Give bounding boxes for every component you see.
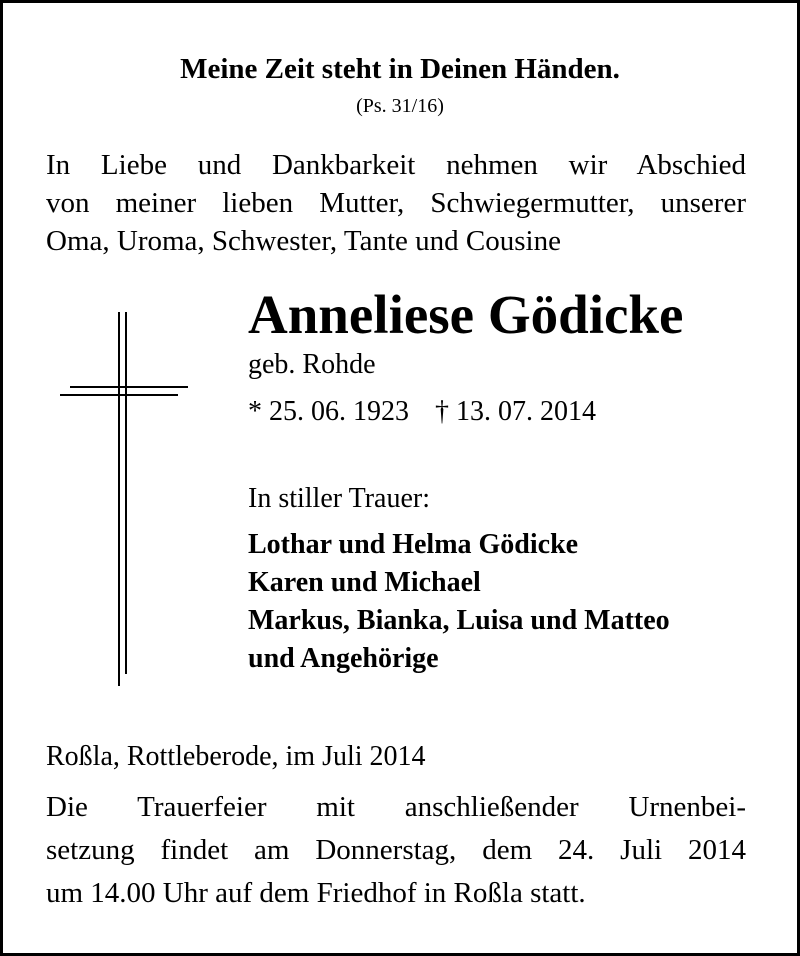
motto-heading: Meine Zeit steht in Deinen Händen. <box>180 53 620 85</box>
deceased-name: Anneliese Gödicke <box>248 284 684 345</box>
family-list <box>248 526 670 678</box>
death-date: † 13. 07. 2014 <box>435 396 596 427</box>
birth-date: * 25. 06. 1923 <box>248 396 409 427</box>
intro-line: In Liebe und Dankbarkeit nehmen wir Abschied <box>46 149 746 181</box>
intro-line: Oma, Uroma, Schwester, Tante und Cousine <box>46 225 561 257</box>
service-line: um 14.00 Uhr auf dem Friedhof in Roßla statt. <box>46 877 586 909</box>
maiden-name: geb. Rohde <box>248 349 376 380</box>
intro-line: von meiner lieben Mutter, Schwiegermutter, unserer <box>46 187 746 219</box>
service-info <box>46 786 746 915</box>
service-line: setzung findet am Donnerstag, dem 24. Juli 2014 <box>46 834 746 866</box>
family-member: Lothar und Helma Gödicke <box>248 529 579 560</box>
family-member: Markus, Bianka, Luisa und Matteo <box>248 605 670 636</box>
family-member: und Angehörige <box>248 643 439 674</box>
cross-icon <box>56 312 196 692</box>
psalm-reference: (Ps. 31/16) <box>356 95 444 117</box>
life-dates <box>248 395 596 429</box>
family-member: Karen und Michael <box>248 567 481 598</box>
service-line: Die Trauerfeier mit anschließender Urnenbei- <box>46 791 746 823</box>
place-date: Roßla, Rottleberode, im Juli 2014 <box>46 741 426 772</box>
intro-text <box>46 146 746 260</box>
mourning-label: In stiller Trauer: <box>248 483 430 514</box>
